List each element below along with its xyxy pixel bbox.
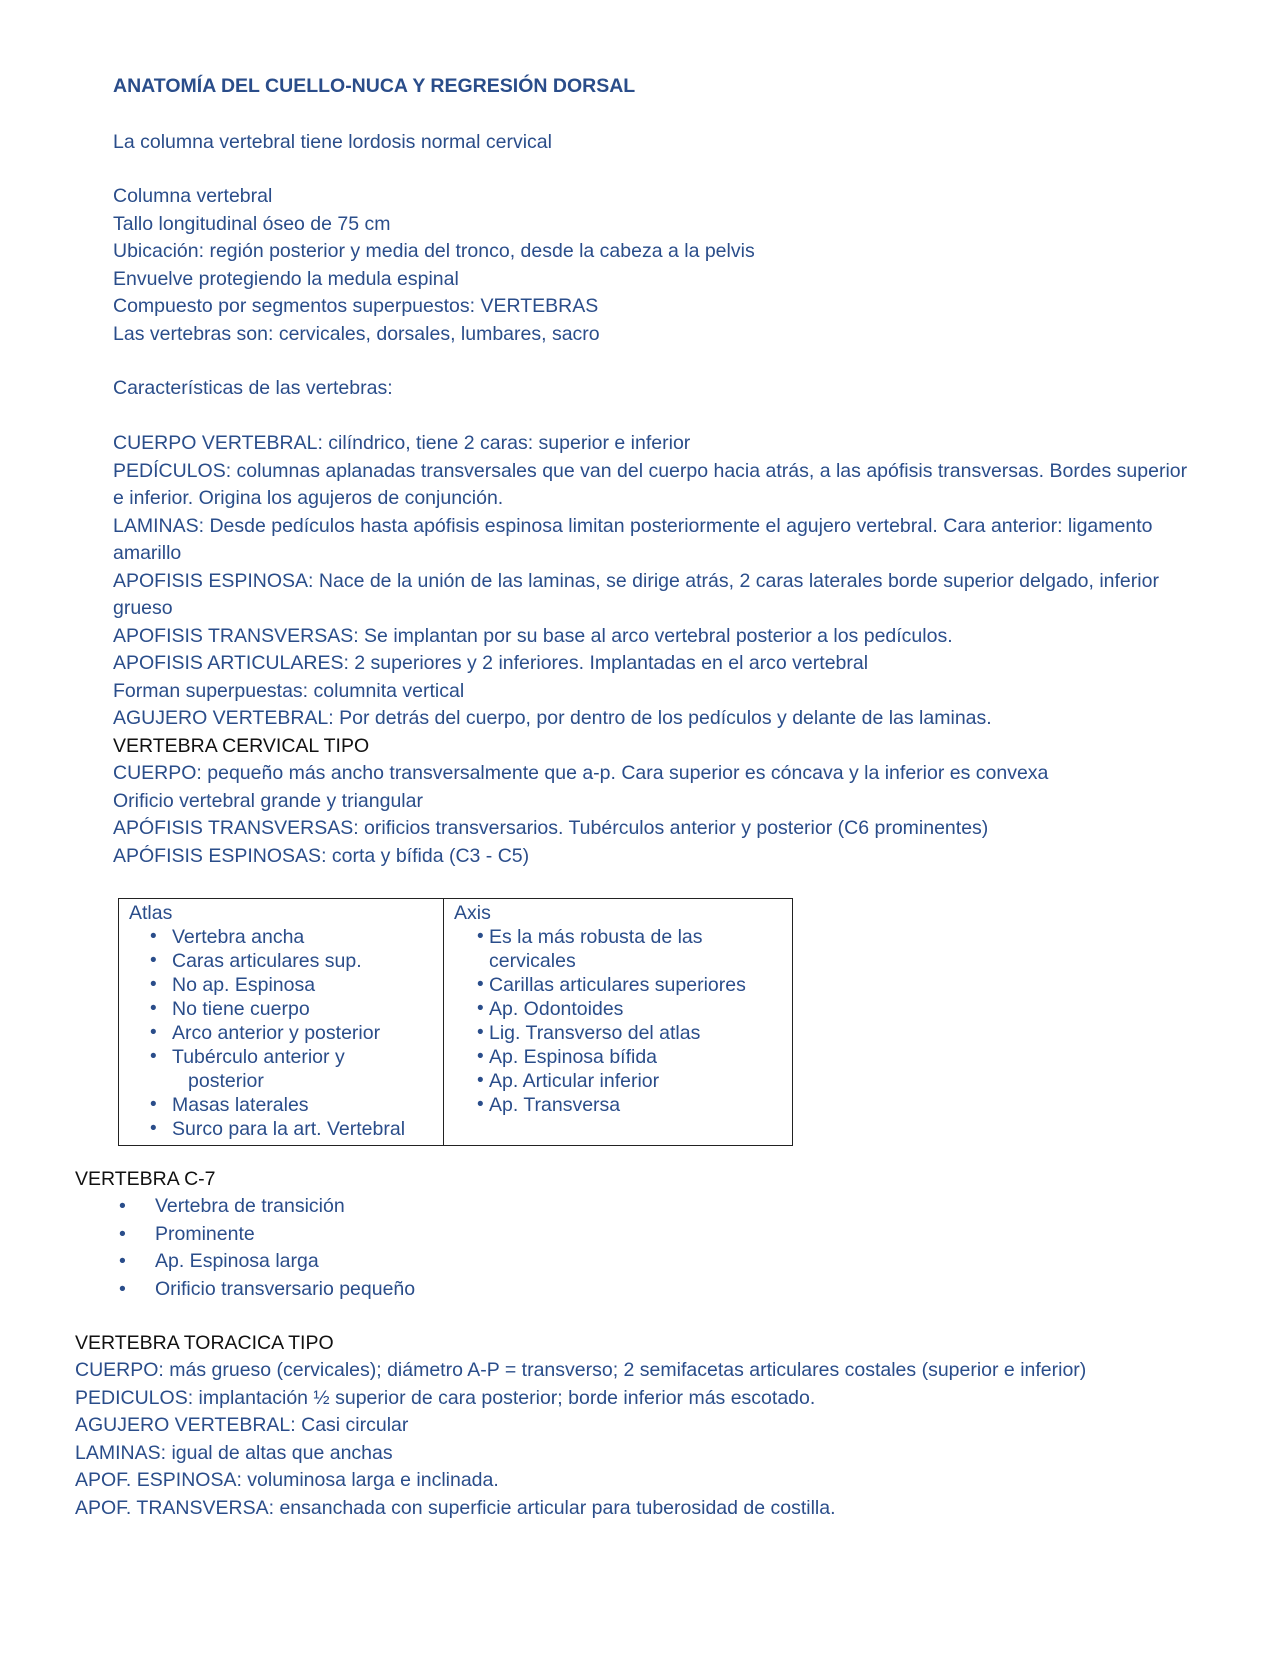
toracica-item: APOF. ESPINOSA: voluminosa larga e inclinada. (75, 1469, 499, 1491)
toracica-item: LAMINAS: igual de altas que anchas (75, 1441, 393, 1464)
list-item: • Ap. Espinosa larga (119, 1248, 415, 1276)
cervical-item: CUERPO: pequeño más ancho transversalmente que a-p. Cara superior es cóncava y la inferior es convexa (113, 762, 1049, 784)
list-item: • Es la más robusta de las cervicales (479, 925, 784, 973)
atlas-axis-table (118, 898, 793, 1146)
caracteristica-item: LAMINAS: Desde pedículos hasta apófisis espinosa limitan posteriormente el agujero vertebral. Cara anterior: ligamento amarillo (113, 514, 1153, 564)
columna-line: Compuesto por segmentos superpuestos: VERTEBRAS (113, 295, 599, 317)
list-item: • Ap. Espinosa bífida (479, 1045, 784, 1069)
list-item: • Carillas articulares superiores (479, 973, 784, 997)
cervical-heading: VERTEBRA CERVICAL TIPO (113, 734, 370, 757)
columna-line: Ubicación: región posterior y media del tronco, desde la cabeza a la pelvis (113, 240, 755, 262)
columna-line: Columna vertebral (113, 185, 273, 207)
atlas-cell (119, 899, 444, 1146)
bullet-icon: • (119, 1222, 126, 1245)
list-item: • No tiene cuerpo (162, 997, 435, 1021)
intro-line: La columna vertebral tiene lordosis normal cervical (113, 131, 552, 153)
axis-list (454, 925, 784, 1117)
caracteristica-item: APOFISIS ESPINOSA: Nace de la unión de las laminas, se dirige atrás, 2 caras laterales borde superior delgado, inferior grueso (113, 569, 1159, 619)
list-item: • Lig. Transverso del atlas (479, 1021, 784, 1045)
list-item: • Arco anterior y posterior (162, 1021, 435, 1045)
columna-line: Las vertebras son: cervicales, dorsales, lumbares, sacro (113, 322, 600, 345)
list-item: • Ap. Transversa (479, 1093, 784, 1117)
list-item: • No ap. Espinosa (162, 973, 435, 997)
toracica-item: PEDICULOS: implantación ½ superior de cara posterior; borde inferior más escotado. (75, 1386, 816, 1409)
c7-heading: VERTEBRA C-7 (75, 1168, 216, 1190)
axis-title: Axis (454, 902, 491, 924)
bullet-icon: • (119, 1250, 126, 1272)
toracica-section (75, 1357, 1225, 1522)
axis-cell (444, 899, 793, 1146)
c7-list (119, 1193, 415, 1303)
toracica-item: AGUJERO VERTEBRAL: Casi circular (75, 1414, 409, 1436)
caracteristica-item: APOFISIS ARTICULARES: 2 superiores y 2 inferiores. Implantadas en el arco vertebral (113, 652, 869, 674)
bullet-icon: • (119, 1195, 126, 1217)
list-item: • Tubérculo anterior y posterior (162, 1045, 435, 1093)
bullet-icon: • (119, 1277, 126, 1300)
list-item: • Caras articulares sup. (162, 949, 435, 973)
toracica-item: CUERPO: más grueso (cervicales); diámetro A-P = transverso; 2 semifacetas articulares costales (superior e inferior) (75, 1359, 1087, 1381)
toracica-item: APOF. TRANSVERSA: ensanchada con superficie articular para tuberosidad de costilla. (75, 1496, 836, 1519)
caracteristica-item: APOFISIS TRANSVERSAS: Se implantan por su base al arco vertebral posterior a los pedículos. (113, 624, 953, 647)
caracteristicas-section (113, 430, 1198, 870)
atlas-title: Atlas (129, 902, 173, 924)
columna-line: Envuelve protegiendo la medula espinal (113, 267, 459, 290)
caracteristicas-heading: Características de las vertebras: (113, 377, 393, 399)
list-item: • Ap. Articular inferior (479, 1069, 784, 1093)
atlas-list (129, 925, 435, 1141)
list-item: • Ap. Odontoides (479, 997, 784, 1021)
caracteristica-item: CUERPO VERTEBRAL: cilíndrico, tiene 2 caras: superior e inferior (113, 432, 691, 454)
list-item: • Surco para la art. Vertebral (162, 1117, 435, 1141)
list-item: • Masas laterales (162, 1093, 435, 1117)
columna-line: Tallo longitudinal óseo de 75 cm (113, 212, 391, 235)
columna-section (113, 183, 1193, 348)
cervical-item: APÓFISIS TRANSVERSAS: orificios transversarios. Tubérculos anterior y posterior (C6 prominentes) (113, 817, 989, 839)
cervical-item: Orificio vertebral grande y triangular (113, 789, 423, 812)
list-item: • Vertebra ancha (162, 925, 435, 949)
list-item: • Prominente (119, 1221, 415, 1249)
list-item: • Vertebra de transición (119, 1193, 415, 1221)
caracteristica-item: PEDÍCULOS: columnas aplanadas transversales que van del cuerpo hacia atrás, a las apófisis transversas. Bordes superior e inferior. Origina los agujeros de conjunción. (113, 459, 1188, 509)
list-item: • Orificio transversario pequeño (119, 1276, 415, 1304)
document-title: ANATOMÍA DEL CUELLO-NUCA Y REGRESIÓN DORSAL (113, 75, 636, 97)
caracteristica-item: AGUJERO VERTEBRAL: Por detrás del cuerpo, por dentro de los pedículos y delante de las laminas. (113, 707, 992, 729)
cervical-item: APÓFISIS ESPINOSAS: corta y bífida (C3 - C5) (113, 844, 530, 867)
toracica-heading: VERTEBRA TORACICA TIPO (75, 1332, 334, 1354)
caracteristica-item: Forman superpuestas: columnita vertical (113, 679, 465, 702)
